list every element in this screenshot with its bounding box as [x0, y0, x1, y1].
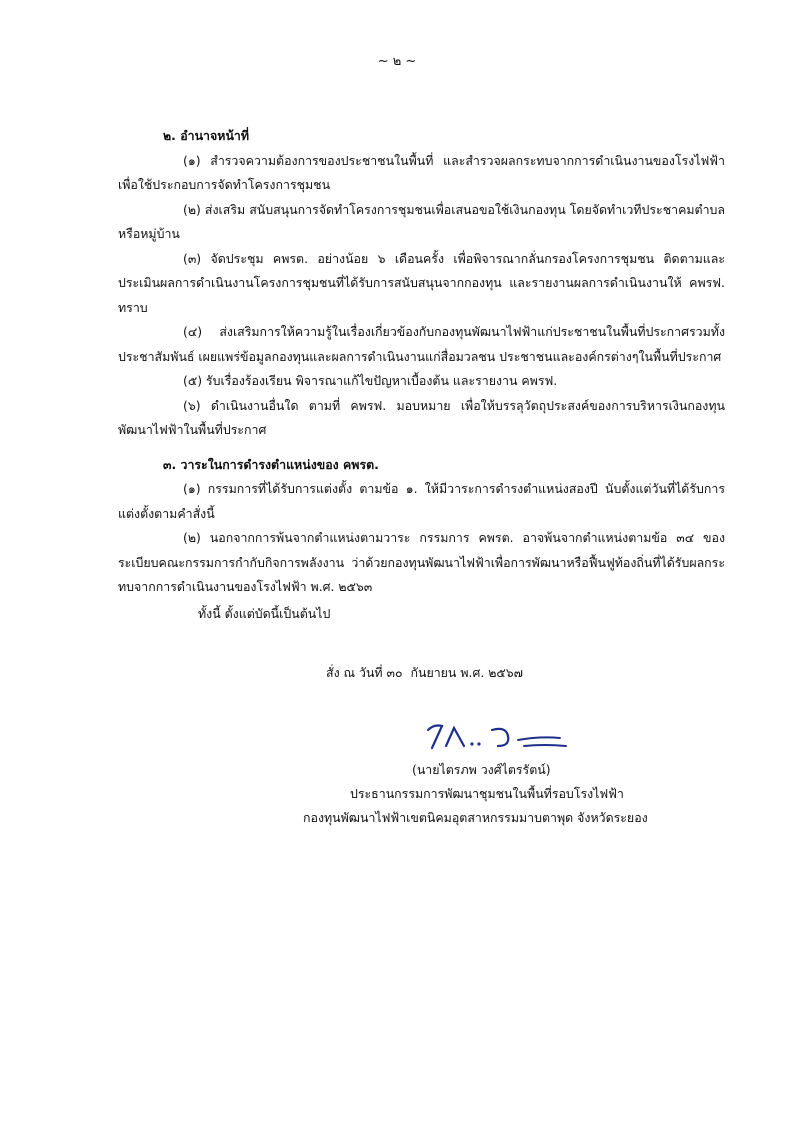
section-3-item-1: (๑) กรรมการที่ได้รับการแต่งตั้ง ตามข้อ ๑. ให้มีวาระการดำรงตำแหน่งสองปี นับตั้งแต่วันที่ได้รับการแต่งตั้งตามคำสั่งนี้: [118, 481, 725, 521]
page-number: ~ ๒ ~: [377, 54, 417, 69]
section-2-item-6: (๖) ดำเนินงานอื่นใด ตามที่ คพรฟ. มอบหมาย เพื่อให้บรรลุวัตถุประสงค์ของการบริหารเงินกองทุนพัฒนาไฟฟ้าในพื้นที่ประกาศ: [118, 397, 725, 437]
section-2-item-1: (๑) สำรวจความต้องการของประชาชนในพื้นที่ และสำรวจผลกระทบจากการดำเนินงานของโรงไฟฟ้า เพื่อใช้ประกอบการจัดทำโครงการชุมชน: [118, 152, 725, 192]
section-3-heading: ๓. วาระในการดำรงตำแหน่งของ คพรต.: [163, 456, 379, 472]
section-3-item-2: (๒) นอกจากการพ้นจากตำแหน่งตามวาระ กรรมการ คพรต. อาจพ้นจากตำแหน่งตามข้อ ๓๔ ของระเบียบคณะกรรมการกำกับกิจการพลังงาน ว่าด้วยกองทุนพัฒนาไฟฟ้าเพื่อการพัฒนาหรือฟื้นฟูท้องถิ่นที่ได้รับผลกระทบจากการดำเนินงานของโรงไฟฟ้า พ.ศ. ๒๕๖๓: [118, 530, 725, 594]
section-2-heading: ๒. อำนาจหน้าที่: [163, 128, 250, 143]
section-2-item-4: (๔) ส่งเสริมการให้ความรู้ในเรื่องเกี่ยวข้องกับกองทุนพัฒนาไฟฟ้าแก่ประชาชนในพื้นที่ประกาศรวมทั้งประชาสัมพันธ์ เผยแพร่ข้อมูลกองทุนและผลการดำเนินงานแก่สื่อมวลชน ประชาชนและองค์กรต่างๆในพื้นที่ประกาศ: [118, 324, 725, 364]
handwritten-signature: [420, 716, 570, 760]
signatory-position-line1: ประธานกรรมการพัฒนาชุมชนในพื้นที่รอบโรงไฟฟ้า: [350, 786, 624, 801]
effective-clause: ทั้งนี้ ตั้งแต่บัดนี้เป็นต้นไป: [198, 605, 331, 621]
section-2-item-5: (๕) รับเรื่องร้องเรียน พิจารณาแก้ไขปัญหาเบื้องต้น และรายงาน คพรฟ.: [183, 373, 558, 388]
signatory-position-line2: กองทุนพัฒนาไฟฟ้าเขตนิคมอุตสาหกรรมมาบตาพุด จังหวัดระยอง: [303, 810, 648, 825]
section-2-item-3: (๓) จัดประชุม คพรต. อย่างน้อย ๖ เดือนครั้ง เพื่อพิจารณากลั่นกรองโครงการชุมชน ติดตามและประเมินผลการดำเนินงานโครงการชุมชนที่ได้รับการสนับสนุนจากกองทุน และรายงานผลการดำเนินงานให้ คพรฟ. ทราบ: [118, 250, 725, 315]
signed-prefix: สั่ง ณ วันที่: [326, 665, 383, 680]
section-2-item-2: (๒) ส่งเสริม สนับสนุนการจัดทำโครงการชุมชนเพื่อเสนอขอใช้เงินกองทุน โดยจัดทำเวทีประชาคมตำบลหรือหมู่บ้าน: [118, 201, 725, 241]
signed-day: ๓๐: [386, 665, 403, 680]
signatory-name: (นายไตรภพ วงศ์ไตรรัตน์): [412, 762, 551, 777]
document-body: [118, 124, 725, 626]
signed-date-line: [326, 664, 523, 683]
signed-month-year: กันยายน พ.ศ. ๒๕๖๗: [410, 665, 523, 680]
